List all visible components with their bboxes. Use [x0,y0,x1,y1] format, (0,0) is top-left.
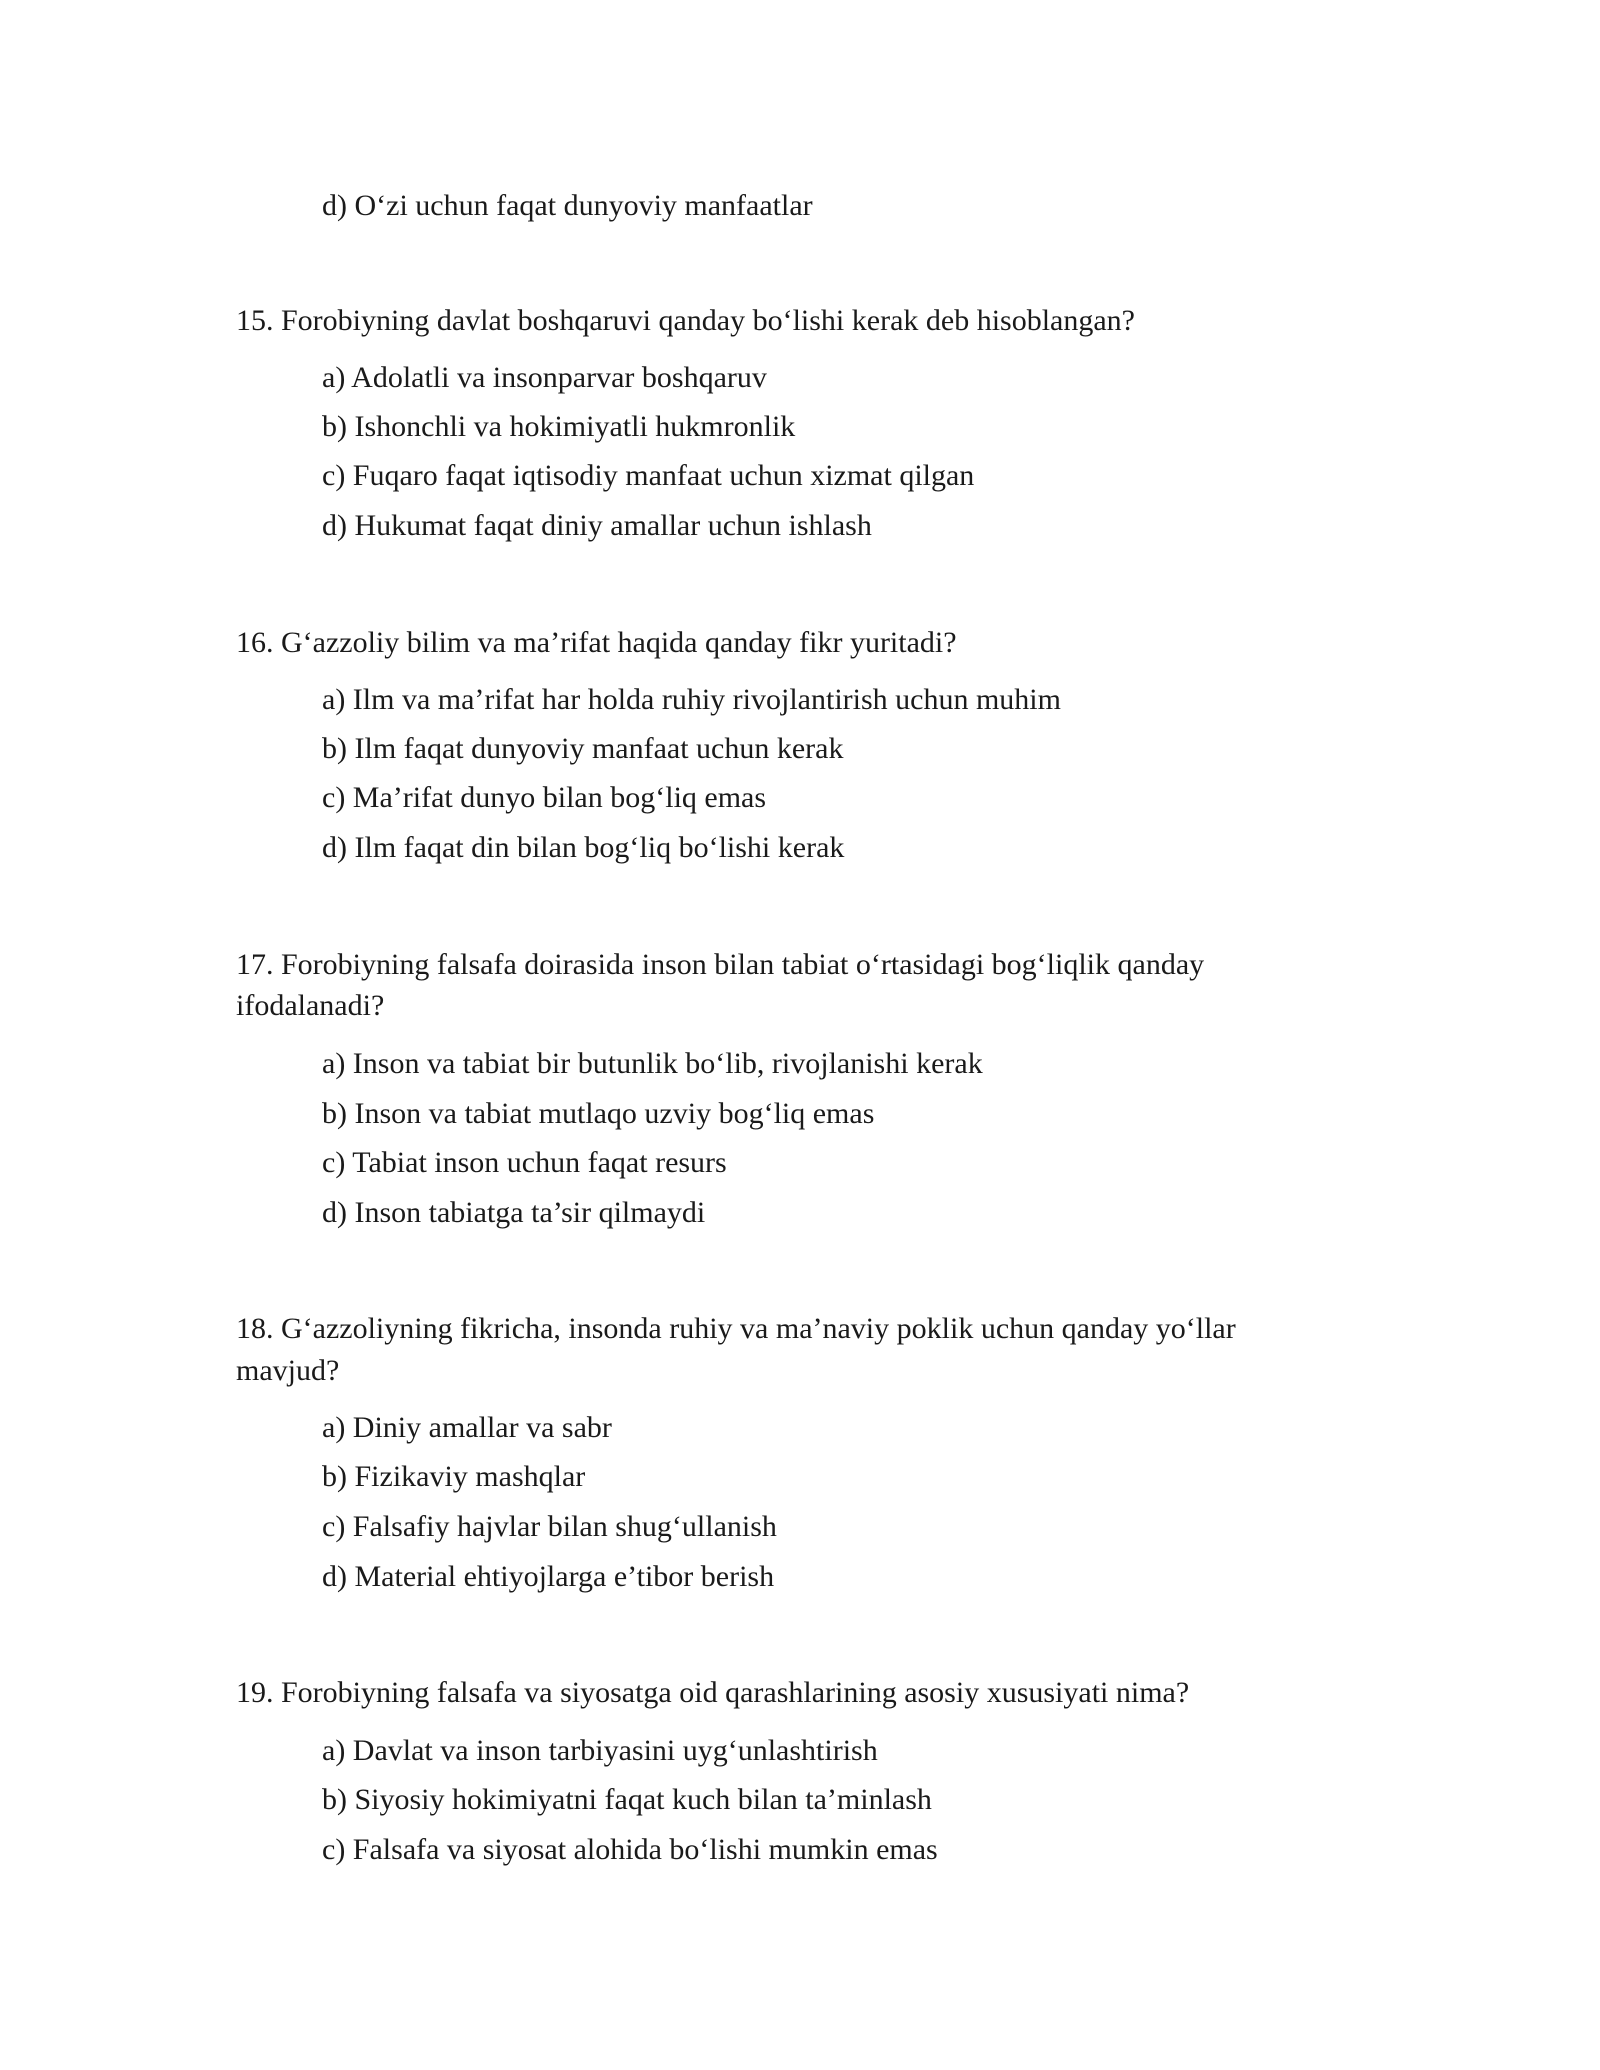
option-b: b) Inson va tabiat mutlaqo uzviy bog‘liq emas [322,1097,875,1130]
option-b: b) Siyosiy hokimiyatni faqat kuch bilan ta’minlash [322,1783,932,1816]
question-text-continued: ifodalanadi? [236,989,385,1022]
question-text: 15. Forobiyning davlat boshqaruvi qanday bo‘lishi kerak deb hisoblangan? [236,304,1135,337]
option-c: c) Falsafa va siyosat alohida bo‘lishi mumkin emas [322,1833,938,1866]
question-text: 16. G‘azzoliy bilim va ma’rifat haqida qanday fikr yuritadi? [236,626,957,659]
option-b: b) Fizikaviy mashqlar [322,1460,586,1493]
question-text-continued: mavjud? [236,1354,340,1387]
question-text: 19. Forobiyning falsafa va siyosatga oid qarashlarining asosiy xususiyati nima? [236,1676,1190,1709]
option-b: b) Ilm faqat dunyoviy manfaat uchun kerak [322,732,844,765]
option-a: a) Ilm va ma’rifat har holda ruhiy rivojlantirish uchun muhim [322,683,1061,716]
option-d: d) Hukumat faqat diniy amallar uchun ishlash [322,509,872,542]
option-b: b) Ishonchli va hokimiyatli hukmronlik [322,410,796,443]
option-a: a) Diniy amallar va sabr [322,1411,612,1444]
question-text: 18. G‘azzoliyning fikricha, insonda ruhiy va ma’naviy poklik uchun qanday yo‘llar [236,1312,1236,1345]
option-d: d) Material ehtiyojlarga e’tibor berish [322,1560,775,1593]
option-a: a) Inson va tabiat bir butunlik bo‘lib, rivojlanishi kerak [322,1047,983,1080]
option-c: c) Tabiat inson uchun faqat resurs [322,1146,727,1179]
option-a: a) Adolatli va insonparvar boshqaruv [322,361,767,394]
option-a: a) Davlat va inson tarbiyasini uyg‘unlashtirish [322,1734,878,1767]
option-c: c) Falsafiy hajvlar bilan shug‘ullanish [322,1510,777,1543]
question-text: 17. Forobiyning falsafa doirasida inson bilan tabiat o‘rtasidagi bog‘liqlik qanday [236,948,1205,981]
option-d: d) Ilm faqat din bilan bog‘liq bo‘lishi kerak [322,831,845,864]
option-c: c) Ma’rifat dunyo bilan bog‘liq emas [322,781,767,814]
option-d: d) Inson tabiatga ta’sir qilmaydi [322,1196,706,1229]
option-c: c) Fuqaro faqat iqtisodiy manfaat uchun xizmat qilgan [322,459,975,492]
option-carryover: d) O‘zi uchun faqat dunyoviy manfaatlar [322,189,813,222]
